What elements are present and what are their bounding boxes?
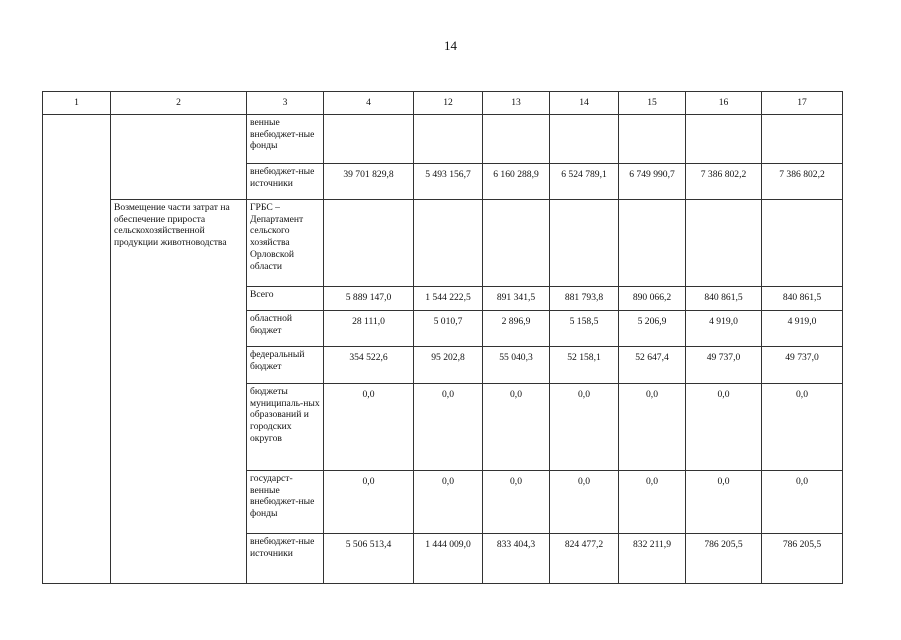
value-cell: 0,0 xyxy=(619,384,686,471)
col1-cell xyxy=(43,115,111,584)
value-cell xyxy=(762,200,843,287)
funding-source-cell: государст-венные внебюджет-ные фонды xyxy=(247,471,324,534)
measure-cell-empty xyxy=(111,115,247,200)
value-cell: 39 701 829,8 xyxy=(324,164,414,200)
value-cell: 1 544 222,5 xyxy=(414,287,483,311)
value-cell: 354 522,6 xyxy=(324,347,414,384)
value-cell xyxy=(686,200,762,287)
value-cell: 840 861,5 xyxy=(762,287,843,311)
page-number: 14 xyxy=(444,38,457,53)
value-cell: 2 896,9 xyxy=(483,311,550,347)
value-cell: 891 341,5 xyxy=(483,287,550,311)
value-cell: 833 404,3 xyxy=(483,534,550,584)
value-cell xyxy=(550,200,619,287)
funding-source-cell: Всего xyxy=(247,287,324,311)
funding-source-cell: областной бюджет xyxy=(247,311,324,347)
value-cell xyxy=(324,115,414,164)
value-cell: 890 066,2 xyxy=(619,287,686,311)
value-cell xyxy=(483,200,550,287)
value-cell: 0,0 xyxy=(686,384,762,471)
column-header: 13 xyxy=(483,92,550,115)
funding-source-cell: федеральный бюджет xyxy=(247,347,324,384)
value-cell: 881 793,8 xyxy=(550,287,619,311)
value-cell xyxy=(686,115,762,164)
funding-source-cell: ГРБС – Департамент сельского хозяйства Орловской области xyxy=(247,200,324,287)
value-cell: 1 444 009,0 xyxy=(414,534,483,584)
column-header: 17 xyxy=(762,92,843,115)
value-cell: 840 861,5 xyxy=(686,287,762,311)
value-cell: 5 506 513,4 xyxy=(324,534,414,584)
value-cell: 5 493 156,7 xyxy=(414,164,483,200)
value-cell: 5 158,5 xyxy=(550,311,619,347)
value-cell: 55 040,3 xyxy=(483,347,550,384)
value-cell: 5 206,9 xyxy=(619,311,686,347)
value-cell: 5 889 147,0 xyxy=(324,287,414,311)
value-cell: 786 205,5 xyxy=(686,534,762,584)
value-cell: 0,0 xyxy=(762,384,843,471)
value-cell xyxy=(414,115,483,164)
value-cell: 4 919,0 xyxy=(686,311,762,347)
value-cell: 7 386 802,2 xyxy=(762,164,843,200)
value-cell: 0,0 xyxy=(324,384,414,471)
column-header: 4 xyxy=(324,92,414,115)
value-cell: 786 205,5 xyxy=(762,534,843,584)
column-header: 2 xyxy=(111,92,247,115)
value-cell: 6 160 288,9 xyxy=(483,164,550,200)
value-cell: 0,0 xyxy=(762,471,843,534)
table-row xyxy=(43,115,843,164)
column-header: 15 xyxy=(619,92,686,115)
value-cell: 0,0 xyxy=(550,471,619,534)
value-cell: 5 010,7 xyxy=(414,311,483,347)
value-cell: 0,0 xyxy=(686,471,762,534)
value-cell: 6 524 789,1 xyxy=(550,164,619,200)
value-cell: 0,0 xyxy=(483,471,550,534)
column-header: 12 xyxy=(414,92,483,115)
value-cell: 0,0 xyxy=(483,384,550,471)
value-cell: 4 919,0 xyxy=(762,311,843,347)
value-cell: 0,0 xyxy=(324,471,414,534)
value-cell: 824 477,2 xyxy=(550,534,619,584)
value-cell: 0,0 xyxy=(414,384,483,471)
value-cell: 0,0 xyxy=(619,471,686,534)
value-cell: 6 749 990,7 xyxy=(619,164,686,200)
column-header: 3 xyxy=(247,92,324,115)
value-cell: 832 211,9 xyxy=(619,534,686,584)
value-cell xyxy=(619,200,686,287)
value-cell xyxy=(414,200,483,287)
funding-source-cell: внебюджет-ные источники xyxy=(247,534,324,584)
value-cell: 52 158,1 xyxy=(550,347,619,384)
column-header: 16 xyxy=(686,92,762,115)
column-header: 14 xyxy=(550,92,619,115)
funding-source-cell: венные внебюджет-ные фонды xyxy=(247,115,324,164)
funding-source-cell: внебюджет-ные источники xyxy=(247,164,324,200)
value-cell: 0,0 xyxy=(550,384,619,471)
column-number-row xyxy=(43,92,843,115)
value-cell: 95 202,8 xyxy=(414,347,483,384)
funding-source-cell: бюджеты муниципаль-ных образований и городских округов xyxy=(247,384,324,471)
value-cell xyxy=(324,200,414,287)
column-header: 1 xyxy=(43,92,111,115)
value-cell xyxy=(550,115,619,164)
value-cell xyxy=(483,115,550,164)
value-cell: 49 737,0 xyxy=(686,347,762,384)
value-cell xyxy=(619,115,686,164)
value-cell: 52 647,4 xyxy=(619,347,686,384)
measure-name-cell: Возмещение части затрат на обеспечение прироста сельскохозяйственной продукции животноводства xyxy=(111,200,247,584)
table-row xyxy=(43,200,843,287)
budget-table xyxy=(42,91,843,584)
value-cell: 7 386 802,2 xyxy=(686,164,762,200)
value-cell: 0,0 xyxy=(414,471,483,534)
value-cell xyxy=(762,115,843,164)
value-cell: 28 111,0 xyxy=(324,311,414,347)
value-cell: 49 737,0 xyxy=(762,347,843,384)
